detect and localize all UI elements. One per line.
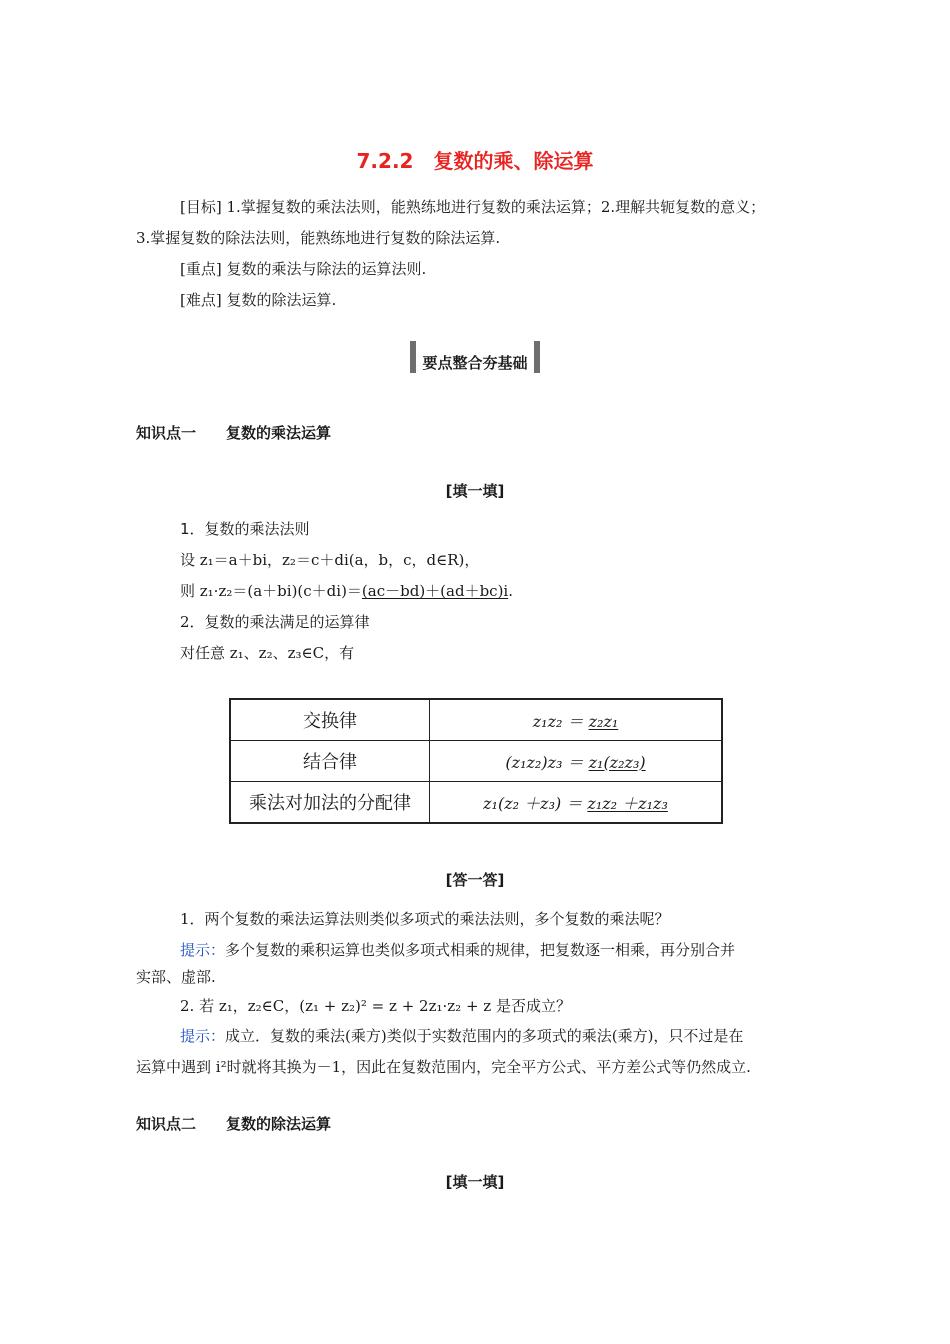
answer-2-line1 bbox=[180, 1026, 743, 1046]
section2-fill-label: [填一填] bbox=[445, 1173, 505, 1191]
banner-text: 要点整合夯基础 bbox=[422, 353, 528, 372]
law-formula-left: (z₁z₂)z₃ ＝ bbox=[505, 752, 589, 772]
item2-line1: 对任意 z₁、z₂、z₃∈C，有 bbox=[180, 644, 355, 662]
table-row bbox=[230, 782, 722, 824]
answer-1-line2: 实部、虚部. bbox=[136, 968, 216, 986]
law-formula bbox=[430, 782, 723, 824]
table-row bbox=[230, 741, 722, 782]
question-1: 1．两个复数的乘法运算法则类似多项式的乘法法则，多个复数的乘法呢？ bbox=[180, 910, 670, 928]
law-name: 交换律 bbox=[230, 699, 430, 741]
table-row bbox=[230, 699, 722, 741]
section1-heading: 知识点一 复数的乘法运算 bbox=[136, 424, 332, 442]
answer-2-text: 成立．复数的乘法(乘方)类似于实数范围内的多项式的乘法(乘方)，只不过是在 bbox=[225, 1027, 744, 1045]
difficulty-point bbox=[180, 290, 336, 310]
answer-1-line1 bbox=[180, 940, 735, 960]
section-banner bbox=[405, 340, 545, 374]
section1-fill-label: [填一填] bbox=[445, 482, 505, 500]
answer-1-text: 多个复数的乘积运算也类似多项式相乘的规律，把复数逐一相乘，再分别合并 bbox=[225, 941, 736, 959]
multiplication-laws-table bbox=[229, 698, 723, 824]
section1-qa-label: [答一答] bbox=[445, 871, 505, 889]
law-name: 乘法对加法的分配律 bbox=[230, 782, 430, 824]
goal-line-1 bbox=[180, 197, 765, 217]
goal-line-2: 3.掌握复数的除法法则，能熟练地进行复数的除法运算. bbox=[136, 229, 501, 247]
item1-line1: 设 z₁＝a＋bi，z₂＝c＋di(a，b，c，d∈R)， bbox=[180, 551, 480, 569]
law-formula bbox=[430, 699, 723, 741]
law-name: 结合律 bbox=[230, 741, 430, 782]
law-formula-left: z₁z₂ ＝ bbox=[532, 711, 589, 731]
goal-text-1: 1.掌握复数的乘法法则，能熟练地进行复数的乘法运算；2.理解共轭复数的意义； bbox=[226, 198, 766, 216]
item2-title: 2．复数的乘法满足的运算律 bbox=[180, 613, 370, 631]
item1-line2 bbox=[180, 581, 513, 601]
law-formula-answer: z₁(z₂z₃) bbox=[588, 752, 646, 772]
key-text: 复数的乘法与除法的运算法则. bbox=[226, 260, 427, 278]
law-formula-answer: z₂z₁ bbox=[588, 711, 619, 731]
hint-label: 提示： bbox=[180, 941, 226, 959]
item1-answer: (ac－bd)＋(ad＋bc)i bbox=[361, 582, 509, 600]
key-point bbox=[180, 259, 426, 279]
law-formula-answer: z₁z₂ ＋z₁z₃ bbox=[587, 793, 668, 813]
difficulty-label: [难点] bbox=[180, 291, 222, 309]
item1-line2-prefix: 则 z₁·z₂＝(a＋bi)(c＋di)＝ bbox=[180, 582, 362, 600]
hint-label: 提示： bbox=[180, 1027, 226, 1045]
page-title: 7.2.2 复数的乘、除运算 bbox=[356, 149, 594, 173]
key-label: [重点] bbox=[180, 260, 222, 278]
item1-title: 1．复数的乘法法则 bbox=[180, 520, 310, 538]
item1-line2-suffix: . bbox=[508, 582, 514, 600]
law-formula-left: z₁(z₂ ＋z₃) ＝ bbox=[483, 793, 588, 813]
answer-2-line2: 运算中遇到 i²时就将其换为－1，因此在复数范围内，完全平方公式、平方差公式等仍然成立. bbox=[136, 1058, 751, 1076]
banner-right-bar bbox=[534, 341, 540, 373]
question-2: 2. 若 z₁，z₂∈C，(z₁ + z₂)² = z + 2z₁·z₂ + z 是否成立？ bbox=[180, 997, 571, 1015]
section2-heading: 知识点二 复数的除法运算 bbox=[136, 1115, 332, 1133]
difficulty-text: 复数的除法运算. bbox=[226, 291, 337, 309]
law-formula bbox=[430, 741, 723, 782]
goal-label: [目标] bbox=[180, 198, 222, 216]
